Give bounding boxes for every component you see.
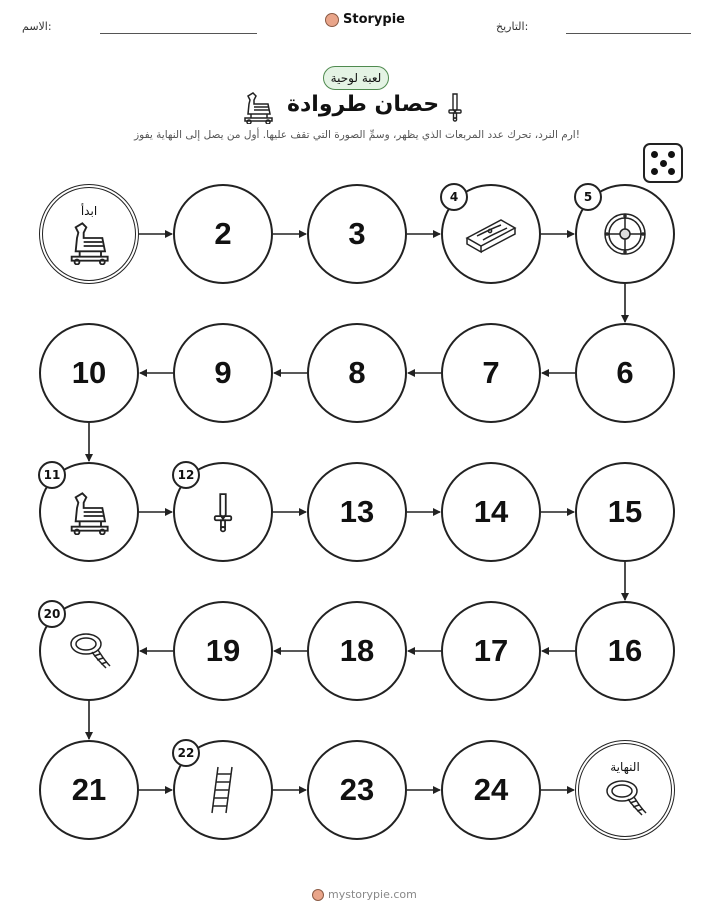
space-number-badge: 22 [172,739,200,767]
board-space-21 [39,740,139,840]
board-space-13 [307,462,407,562]
space-number-badge: 12 [172,461,200,489]
space-number: 14 [473,494,509,529]
space-number: 8 [348,355,366,390]
space-number: 23 [339,772,375,807]
board-space-16 [575,601,675,701]
finish-space [575,740,675,840]
space-number: 13 [339,494,375,529]
space-number-badge: 11 [38,461,66,489]
footer [312,888,417,901]
finish-label: النهاية [610,760,640,774]
space-number: 21 [71,772,107,807]
board-space-12 [173,462,273,562]
space-number: 16 [607,633,643,668]
footer-url[interactable]: mystorypie.com [328,888,417,901]
board-space-22 [173,740,273,840]
board-space-17 [441,601,541,701]
board-space-18 [307,601,407,701]
space-number: 2 [214,216,232,251]
space-number: 17 [473,633,509,668]
space-number: 9 [214,355,232,390]
ladder-icon [208,765,238,819]
board-space-15 [575,462,675,562]
board-space-5 [575,184,675,284]
trojan-horse-icon [65,219,113,269]
board-space-8 [307,323,407,423]
rope-icon [66,630,112,676]
space-number-badge: 4 [440,183,468,211]
space-number: 19 [205,633,241,668]
space-number-badge: 5 [574,183,602,211]
board-space-3 [307,184,407,284]
instructions: ارم النرد، تحرك عدد المربعات الذي يظهر، وسمِّ الصورة التي تقف عليها. أول من يصل إلى النهاية يفوز! [134,129,580,141]
start-space [39,184,139,284]
board-space-20 [39,601,139,701]
category-tag: لعبة لوحية [323,66,389,90]
board-space-24 [441,740,541,840]
board-space-7 [441,323,541,423]
sword-icon [212,489,234,539]
board-space-11 [39,462,139,562]
board-space-9 [173,323,273,423]
space-number: 3 [348,216,366,251]
board-space-4 [441,184,541,284]
space-number: 6 [616,355,634,390]
board-space-23 [307,740,407,840]
board-space-2 [173,184,273,284]
date-label: التاريخ: [496,20,529,33]
board-space-14 [441,462,541,562]
page-title: حصان طروادة [287,92,440,117]
space-number: 24 [473,772,509,807]
space-number-badge: 20 [38,600,66,628]
space-number: 7 [482,355,500,390]
board-space-19 [173,601,273,701]
brand-name: Storypie [343,12,405,27]
space-number: 15 [607,494,643,529]
wooden-plank-icon [463,214,519,258]
name-label: الاسم: [22,20,52,33]
board-space-10 [39,323,139,423]
space-number: 18 [339,633,375,668]
rope-icon [602,777,648,823]
board-space-6 [575,323,675,423]
bear-logo-icon [312,889,324,901]
start-label: ابدأ [80,204,98,218]
trojan-horse-icon [65,489,113,539]
space-number: 10 [71,355,107,390]
round-shield-icon [602,211,648,261]
